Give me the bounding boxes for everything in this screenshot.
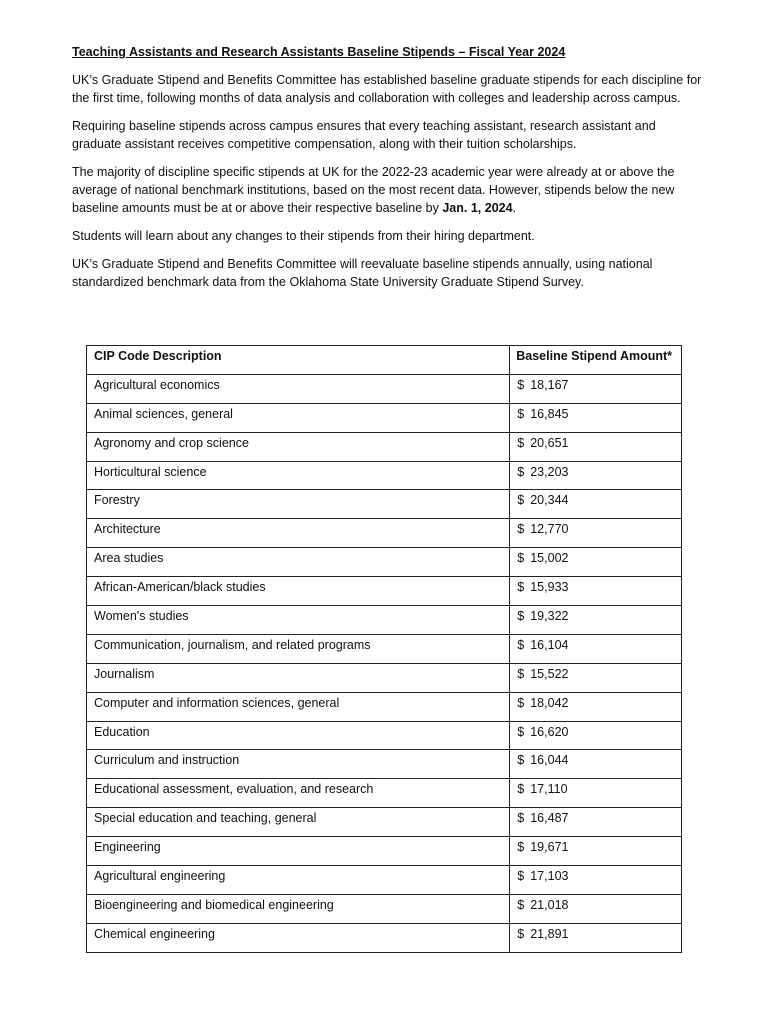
currency-symbol: $ — [517, 666, 525, 681]
currency-symbol: $ — [517, 609, 525, 624]
table-row — [87, 432, 682, 461]
table-row — [87, 721, 682, 750]
table-row — [87, 692, 682, 721]
paragraph-notification: Students will learn about any changes to their stipends from their hiring department. — [72, 229, 535, 243]
currency-symbol: $ — [517, 811, 525, 826]
stipend-amount-cell — [510, 403, 682, 432]
cip-description-cell: Agricultural engineering — [87, 866, 510, 895]
table-row — [87, 923, 682, 952]
stipend-amount-cell — [510, 866, 682, 895]
stipend-amount-cell — [510, 432, 682, 461]
stipend-amount-cell — [510, 779, 682, 808]
cip-description-cell: African-American/black studies — [87, 577, 510, 606]
stipend-amount-cell — [510, 577, 682, 606]
currency-symbol: $ — [517, 435, 525, 450]
table-row — [87, 519, 682, 548]
currency-symbol: $ — [517, 522, 525, 537]
currency-symbol: $ — [517, 869, 525, 884]
table-row — [87, 894, 682, 923]
cip-description-cell: Architecture — [87, 519, 510, 548]
currency-symbol: $ — [517, 753, 525, 768]
cip-description-cell: Communication, journalism, and related programs — [87, 634, 510, 663]
stipend-table — [86, 345, 682, 953]
currency-symbol: $ — [517, 406, 525, 421]
table-row — [87, 606, 682, 635]
amount-value: 16,845 — [530, 406, 569, 421]
paragraph-intro: UK’s Graduate Stipend and Benefits Committee has established baseline graduate stipends for each discipline for the first time, following months of data analysis and collaboration with colleges and leadership across campus. — [72, 73, 702, 105]
cip-description-cell: Bioengineering and biomedical engineering — [87, 894, 510, 923]
amount-value: 20,651 — [530, 435, 569, 450]
amount-value: 16,104 — [530, 637, 569, 652]
currency-symbol: $ — [517, 377, 525, 392]
stipend-amount-cell — [510, 837, 682, 866]
stipend-amount-cell — [510, 548, 682, 577]
currency-symbol: $ — [517, 695, 525, 710]
cip-description-cell: Animal sciences, general — [87, 403, 510, 432]
paragraph-deadline-end: . — [512, 201, 517, 215]
amount-value: 16,620 — [530, 724, 569, 739]
deadline-date: Jan. 1, 2024 — [442, 201, 513, 215]
table-body — [87, 374, 682, 952]
cip-description-cell: Area studies — [87, 548, 510, 577]
stipend-amount-cell — [510, 923, 682, 952]
currency-symbol: $ — [517, 493, 525, 508]
amount-value: 16,487 — [530, 811, 569, 826]
currency-symbol: $ — [517, 464, 525, 479]
document-title: Teaching Assistants and Research Assistants Baseline Stipends – Fiscal Year 2024 — [72, 45, 566, 59]
stipend-amount-cell — [510, 519, 682, 548]
cip-description-cell: Engineering — [87, 837, 510, 866]
table-row — [87, 490, 682, 519]
stipend-amount-cell — [510, 634, 682, 663]
currency-symbol: $ — [517, 580, 525, 595]
cip-description-cell: Agricultural economics — [87, 374, 510, 403]
currency-symbol: $ — [517, 724, 525, 739]
stipend-amount-cell — [510, 721, 682, 750]
table-row — [87, 866, 682, 895]
table-row — [87, 750, 682, 779]
paragraph-deadline-text: The majority of discipline specific stipends at UK for the 2022-23 academic year were already at or above the average of national benchmark institutions, based on the most recent data. However, stipends below the new baseline amounts must be at or above their respective baseline by — [72, 165, 675, 215]
stipend-amount-cell — [510, 750, 682, 779]
header-cip-description: CIP Code Description — [87, 346, 510, 375]
amount-value: 15,933 — [530, 580, 569, 595]
amount-value: 16,044 — [530, 753, 569, 768]
cip-description-cell: Journalism — [87, 663, 510, 692]
table-row — [87, 837, 682, 866]
amount-value: 15,522 — [530, 666, 569, 681]
table-row — [87, 779, 682, 808]
currency-symbol: $ — [517, 840, 525, 855]
amount-value: 17,110 — [530, 782, 568, 797]
stipend-amount-cell — [510, 894, 682, 923]
currency-symbol: $ — [517, 782, 525, 797]
table-header-row — [87, 346, 682, 375]
table-row — [87, 808, 682, 837]
amount-value: 21,018 — [530, 897, 569, 912]
amount-value: 17,103 — [530, 869, 569, 884]
amount-value: 19,322 — [530, 609, 569, 624]
cip-description-cell: Women's studies — [87, 606, 510, 635]
cip-description-cell: Educational assessment, evaluation, and research — [87, 779, 510, 808]
paragraph-reevaluation: UK’s Graduate Stipend and Benefits Committee will reevaluate baseline stipends annually, using national standardized benchmark data from the Oklahoma State University Graduate Stipend Survey. — [72, 257, 653, 289]
table-row — [87, 663, 682, 692]
table-row — [87, 403, 682, 432]
table-row — [87, 374, 682, 403]
cip-description-cell: Forestry — [87, 490, 510, 519]
table-row — [87, 548, 682, 577]
table-row — [87, 461, 682, 490]
currency-symbol: $ — [517, 637, 525, 652]
table-row — [87, 634, 682, 663]
cip-description-cell: Computer and information sciences, general — [87, 692, 510, 721]
amount-value: 18,167 — [530, 377, 569, 392]
amount-value: 12,770 — [530, 522, 569, 537]
amount-value: 21,891 — [530, 926, 569, 941]
cip-description-cell: Education — [87, 721, 510, 750]
paragraph-requirement: Requiring baseline stipends across campus ensures that every teaching assistant, research assistant and graduate assistant receives competitive compensation, along with their tuition scholarships. — [72, 119, 656, 151]
stipend-amount-cell — [510, 692, 682, 721]
document-body — [72, 44, 702, 301]
stipend-amount-cell — [510, 461, 682, 490]
stipend-amount-cell — [510, 490, 682, 519]
stipend-amount-cell — [510, 374, 682, 403]
stipend-amount-cell — [510, 663, 682, 692]
stipend-amount-cell — [510, 606, 682, 635]
amount-value: 20,344 — [530, 493, 569, 508]
currency-symbol: $ — [517, 926, 525, 941]
cip-description-cell: Agronomy and crop science — [87, 432, 510, 461]
stipend-amount-cell — [510, 808, 682, 837]
amount-value: 15,002 — [530, 551, 569, 566]
cip-description-cell: Special education and teaching, general — [87, 808, 510, 837]
cip-description-cell: Horticultural science — [87, 461, 510, 490]
cip-description-cell: Curriculum and instruction — [87, 750, 510, 779]
header-stipend-amount: Baseline Stipend Amount* — [510, 346, 682, 375]
table-row — [87, 577, 682, 606]
amount-value: 19,671 — [530, 840, 569, 855]
cip-description-cell: Chemical engineering — [87, 923, 510, 952]
currency-symbol: $ — [517, 551, 525, 566]
amount-value: 18,042 — [530, 695, 569, 710]
paragraph-deadline — [72, 163, 702, 217]
currency-symbol: $ — [517, 897, 525, 912]
amount-value: 23,203 — [530, 464, 569, 479]
